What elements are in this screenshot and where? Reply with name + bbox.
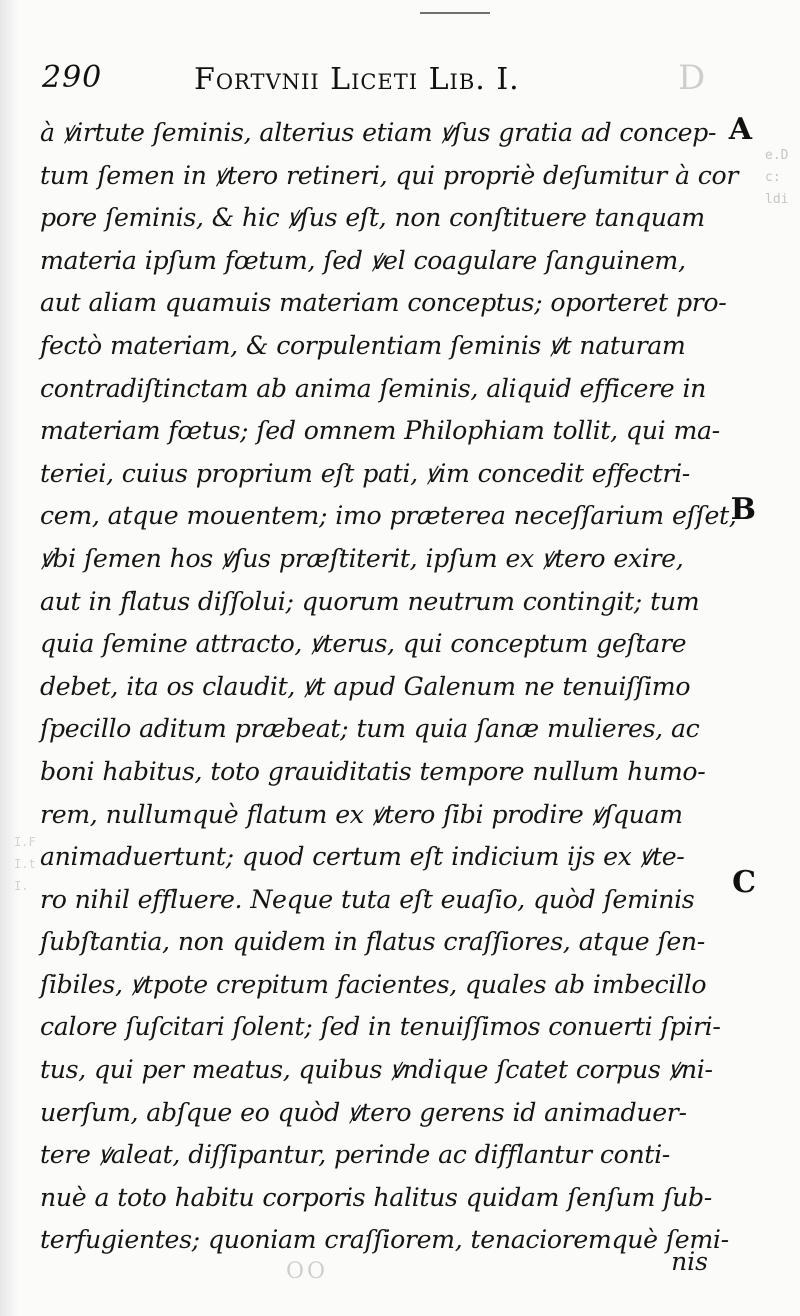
margin-marker-b: B <box>730 492 756 527</box>
text-line: debet, ita os claudit, ꝟt apud Galenum ne tenuiſſimo <box>40 671 691 701</box>
bleed-through-mark: OO <box>286 1259 329 1284</box>
page-number: 290 <box>42 60 103 95</box>
text-line: boni habitus, toto grauiditatis tempore nullum humo- <box>40 756 706 786</box>
body-text <box>40 112 739 1262</box>
margin-marker-a: A <box>728 112 752 147</box>
text-line: cem, atque mouentem; imo præterea neceſſarium eſſet, <box>40 501 737 531</box>
text-line: terfugientes; quoniam craſſiorem, tenacioremquè ſemi- <box>40 1225 729 1255</box>
text-line: uerſum, abſque eo quòd ꝟtero gerens id animaduer- <box>40 1097 687 1127</box>
bleed-through-mark: D <box>678 58 706 98</box>
text-line: materia ipſum fœtum, ſed ꝟel coagulare ſanguinem, <box>40 245 686 275</box>
bleed-through-mark: c: <box>765 170 781 185</box>
margin-marker-c: C <box>732 865 756 900</box>
text-line: fectò materiam, & corpulentiam ſeminis ꝟt naturam <box>40 330 686 360</box>
text-line: ſibiles, ꝟtpote crepitum facientes, quales ab imbecillo <box>40 969 707 999</box>
text-line: rem, nullumquè flatum ex ꝟtero ſibi prodire ꝟſquam <box>40 799 683 829</box>
text-line: materiam fœtus; ſed omnem Philophiam tollit, qui ma- <box>40 416 720 446</box>
bleed-through-mark: I. <box>14 879 29 893</box>
text-line: tus, qui per meatus, quibus ꝟndique ſcatet corpus ꝟni- <box>40 1055 713 1085</box>
text-line: ſpecillo aditum præbeat; tum quia ſanæ mulieres, ac <box>40 714 700 744</box>
text-line: contradiſtinctam ab anima ſeminis, aliquid efficere in <box>40 373 707 403</box>
text-line: ro nihil effluere. Neque tuta eſt euaſio, quòd ſeminis <box>40 884 695 914</box>
text-line: tere ꝟaleat, diſſipantur, perinde ac difflantur conti- <box>40 1140 670 1170</box>
top-rule <box>420 12 490 14</box>
text-line: teriei, cuius proprium eſt pati, ꝟim concedit effectri- <box>40 458 690 488</box>
text-line: ꝟbi ſemen hos ꝟſus præſtiterit, ipſum ex ꝟtero exire, <box>40 543 684 573</box>
text-line: aut in flatus diſſolui; quorum neutrum contingit; tum <box>40 586 700 616</box>
running-head: Fortvnii Liceti Lib. I. <box>194 62 520 97</box>
bleed-through-mark: I.t <box>14 857 36 871</box>
bleed-through-mark: ldi <box>765 192 789 207</box>
text-line: calore ſuſcitari ſolent; ſed in tenuiſſimos conuerti ſpiri- <box>40 1012 721 1042</box>
catchword: nis <box>671 1247 708 1276</box>
text-line: pore ſeminis, & hic ꝟſus eſt, non conſtituere tanquam <box>40 203 705 233</box>
bleed-through-mark: I.F <box>14 835 36 849</box>
text-line: ſubſtantia, non quidem in flatus craſſiores, atque ſen- <box>40 927 705 957</box>
text-line: quia ſemine attracto, ꝟterus, qui conceptum geſtare <box>40 629 687 659</box>
text-line: nuè a toto habitu corporis halitus quidam ſenſum ſub- <box>40 1182 712 1212</box>
text-line: aut aliam quamuis materiam conceptus; oporteret pro- <box>40 288 727 318</box>
text-line: animaduertunt; quod certum eſt indicium ijs ex ꝟte- <box>40 842 685 872</box>
text-line: à ꝟirtute ſeminis, alterius etiam ꝟſus gratia ad concep- <box>40 118 717 147</box>
text-line: tum ſemen in ꝟtero retineri, qui propriè deſumitur à cor <box>40 160 739 190</box>
bleed-through-mark: e.D <box>765 148 789 163</box>
page-header <box>42 54 732 102</box>
page-gutter-shadow <box>0 0 18 1316</box>
